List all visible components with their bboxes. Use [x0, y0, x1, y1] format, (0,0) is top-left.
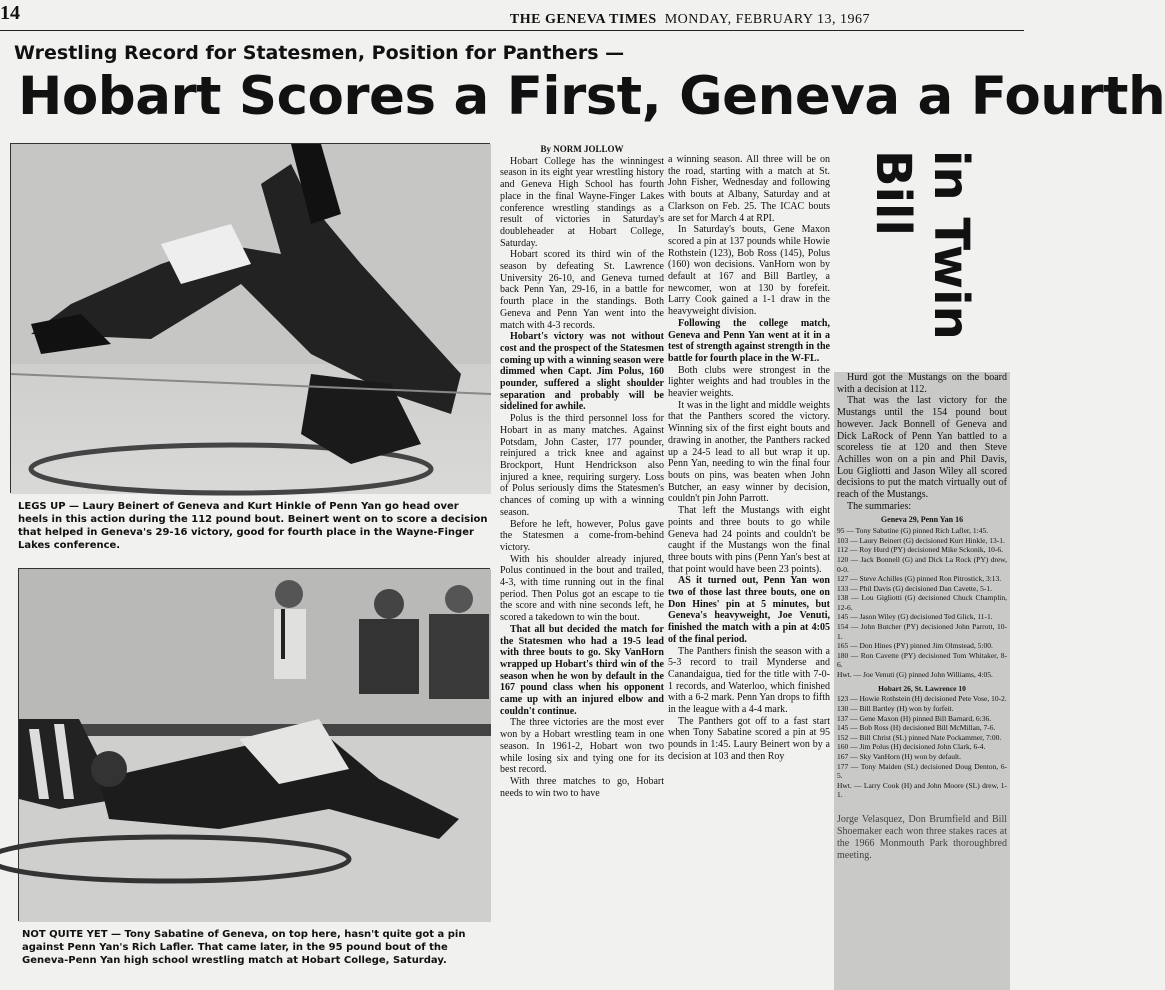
paragraph: That was the last victory for the Mustangs until the 154 pound bout however. Jack Bonnell of Geneva and Dick LaRock of Penn Yan battled to a scoreless tie at 120 and then Steve Achilles won on a pin and Phil Davis, Lou Gigliotti and Jason Wiley all scored decisions to put the match virtually out of reach of the Mustangs.: [837, 395, 1007, 501]
summary-line: Hwt. — Joe Venuti (G) pinned John Williams, 4:05.: [837, 670, 993, 680]
paragraph: The three victories are the most ever won by a Hobart wrestling team in one season. In 1961-2, Hobart won two while losing six and tying one for its best record.: [500, 717, 664, 776]
summary-list-geneva: [837, 526, 1007, 680]
paragraph: The summaries:: [847, 500, 912, 512]
paragraph: The Panthers finish the season with a 5-3 record to trail Mynderse and Canandaigua, tied for the title with 7-0-1 records, and Waterloo, which finished with a 6-2 mark. Penn Yan drops to fifth in the league with a 4-4 mark.: [668, 645, 830, 716]
summary-line: 120 — Jack Bonnell (G) and Dick La Rock (PY) drew, 0-0.: [837, 554, 1007, 574]
wrestling-photo-legs-up: [10, 143, 490, 493]
article-column-2: [668, 154, 830, 990]
paragraph-bold: AS it turned out, Penn Yan won two of those last three bouts, one on Don Hines' pin at 5 minutes, but Geneva's heavyweight, Joe Venuti, finished the match with a pin at 4:05 of the final period.: [668, 575, 830, 645]
paragraph: Before he left, however, Polus gave the Statesmen a come-from-behind victory.: [500, 518, 664, 553]
masthead: [510, 12, 870, 28]
paragraph: Hurd got the Mustangs on the board with a decision at 112.: [837, 372, 1007, 395]
summary-line: 160 — Jim Polus (H) decisioned John Clark, 6-4.: [837, 742, 986, 752]
summary-line: 95 — Tony Sabatine (G) pinned Rich Lafler, 1:45.: [837, 526, 989, 536]
article-column-3-summaries: [834, 372, 1010, 990]
summary-list-hobart: [837, 694, 1007, 800]
caption-lead: NOT QUITE YET —: [22, 929, 122, 940]
paragraph-bold: That all but decided the match for the Statesmen who had a 19-5 lead with three bouts to go. Sky VanHorn wrapped up Hobart's third win of the season when he won by default in the 167 pound class when his opponent came up with an injured elbow and couldn't continue.: [500, 623, 664, 717]
summary-line: 123 — Howie Rothstein (H) decisioned Pete Vose, 10-2.: [837, 694, 1007, 704]
summary-line: 127 — Steve Achilles (G) pinned Ron Pitrostick, 3:13.: [837, 574, 1002, 584]
summary-line: 152 — Bill Christ (SL) pinned Nate Pockammer, 7:00.: [837, 732, 1002, 742]
paragraph: Hobart College has the winningest season in its eight year wrestling history and Geneva High School has fourth place in the final Wayne-Finger Lakes conference wrestling standings as a result of victories in Saturday's doubleheader at Hobart College, Saturday.: [500, 155, 664, 249]
main-headline: Hobart Scores a First, Geneva a Fourth: [18, 66, 1165, 127]
wrestling-photo-not-quite-yet: [18, 568, 490, 921]
photo-caption-not-quite-yet: [22, 928, 488, 980]
caption-text: Tony Sabatine of Geneva, on top here, hasn't quite got a pin against Penn Yan's Rich Lafler. That came later, in the 95 pound bout of the Geneva-Penn Yan high school wrestling match at Hobart College, Saturday.: [22, 929, 466, 966]
article-column-1: [500, 144, 664, 990]
summary-line: 112 — Roy Hurd (PY) decisioned Mike Sckonik, 10-6.: [837, 545, 1003, 555]
summary-title: Geneva 29, Penn Yan 16: [880, 515, 964, 525]
paragraph: With his shoulder already injured, Polus continued in the bout and trailed, 4-3, with time running out in the final period. Then Polus got an escape to tie the score and with nine seconds left, he scored a takedown to win the bout.: [500, 553, 664, 624]
paragraph: It was in the light and middle weights that the Panthers scored the victory. Winning six of the first eight bouts and drawing in another, the Panthers racked up a 24-5 lead to all but wrap it up. Penn Yan, needing to win the final four bouts on pins, was beaten when John Butcher, an easy winner by decision, couldn't pin John Parrott.: [668, 399, 830, 505]
paragraph-bold: Hobart's victory was not without cost and the prospect of the Statesmen coming up with a winning season were dimmed when Capt. Jim Polus, 160 pounder, suffered a slight shoulder separation and probably will be sidelined for awhile.: [500, 331, 664, 413]
paragraph: Both clubs were strongest in the lighter weights and had troubles in the heavier weights.: [668, 364, 830, 400]
summary-line: Hwt. — Larry Cook (H) and John Moore (SL) drew, 1-1.: [837, 780, 1007, 800]
summary-line: 165 — Don Hines (PY) pinned Jim Olmstead, 5:00.: [837, 641, 993, 651]
summary-line: 133 — Phil Davis (G) decisioned Dan Cavette, 5-1.: [837, 583, 992, 593]
summary-line: 145 — Jason Wiley (G) decisioned Ted Glick, 11-1.: [837, 612, 993, 622]
page-number: 14: [0, 2, 20, 24]
paragraph: In Saturday's bouts, Gene Maxon scored a pin at 137 pounds while Howie Rothstein (123), Bob Ross (145), Polus (160) won decisions. VanHorn won by default at 167 and Bill Bartley, a newcomer, won at 130 by forefeit. Larry Cook gained a 1-1 draw in the heavyweight division.: [668, 224, 830, 318]
kicker-headline: Wrestling Record for Statesmen, Position for Panthers —: [14, 42, 625, 64]
paragraph: Polus is the third personnel loss for Hobart in as many matches. Against Potsdam, John Caster, 177 pounder, reinjured a trick knee and against Brockport, Hunt Hendrickson also injured a knee, requiring surgery. Loss of Polus seriously dims the Statesmen's chances of coming up with a winning season.: [500, 413, 664, 518]
summary-line: 180 — Ron Cavette (PY) decisioned Tom Whitaker, 8-6.: [837, 650, 1007, 670]
byline: By NORM JOLLOW: [540, 144, 624, 154]
summary-line: 103 — Laury Beinert (G) decisioned Kurt Hinkle, 13-1.: [837, 535, 1005, 545]
summary-line: 137 — Gene Maxon (H) pinned Bill Barnard, 6:36.: [837, 713, 992, 723]
summary-line: 130 — Bill Bartley (H) won by forfeit.: [837, 703, 954, 713]
paragraph: The Panthers got off to a fast start when Tony Sabatine scored a pin at 95 pounds in 1:45. Laury Beinert won by a decision at 103 and then Roy: [668, 715, 830, 762]
summary-line: 167 — Sky VanHorn (H) won by default.: [837, 751, 962, 761]
summary-line: 154 — John Butcher (PY) decisioned John Parrott, 10-1.: [837, 622, 1007, 641]
summary-line: 145 — Bob Ross (H) decisioned Bill McMillan, 7-6.: [837, 723, 996, 733]
paragraph-footer: Jorge Velasquez, Don Brumfield and Bill Shoemaker each won three stakes races at the 1966 Monmouth Park thoroughbred meeting.: [837, 813, 1007, 861]
photo-caption-legs-up: [18, 500, 488, 552]
summary-title: Hobart 26, St. Lawrence 10: [878, 683, 966, 693]
paragraph: Hobart scored its third win of the season by defeating St. Lawrence University 26-10, and Geneva turned back Penn Yan, 29-16, in a battle for fourth place in the standings. Both Geneva and Penn Yan went into the match with 4-3 records.: [500, 249, 664, 331]
paragraph-bold: Following the college match, Geneva and Penn Yan went at it in a test of strength against strength in the battle for fourth place in the W-FL.: [668, 317, 830, 364]
summary-line: 138 — Lou Gigliotti (G) decisioned Chuck Champlin, 12-6.: [837, 593, 1007, 612]
paragraph: That left the Mustangs with eight points and three bouts to go while Geneva had 24 points and couldn't be caught if the Mustangs won the final three bouts with pins (Penn Yan's best at that point would have been 23 points).: [668, 505, 830, 575]
paragraph: With three matches to go, Hobart needs to win two to have: [500, 775, 664, 799]
caption-lead: LEGS UP —: [18, 501, 80, 512]
vertical-headline: in Twin Bill: [865, 150, 979, 340]
caption-text: Laury Beinert of Geneva and Kurt Hinkle of Penn Yan go head over heels in this action during the 112 pound bout. Beinert went on to score a decision that helped in Geneva's 29-16 victory, good for fourth place in the Wayne-Finger Lakes conference.: [18, 501, 488, 551]
summary-line: 177 — Tony Maiden (SL) decisioned Doug Denton, 6-5.: [837, 761, 1007, 781]
paragraph: a winning season. All three will be on the road, starting with a match at St. John Fisher, Wednesday and following with bouts at Albany, Saturday and at Clarkson on Feb. 25. The ICAC bouts are set for March 4 at RPI.: [668, 154, 830, 224]
masthead-rule: [0, 30, 1024, 31]
issue-date: MONDAY, FEBRUARY 13, 1967: [664, 12, 870, 27]
newspaper-name: THE GENEVA TIMES: [509, 12, 657, 27]
